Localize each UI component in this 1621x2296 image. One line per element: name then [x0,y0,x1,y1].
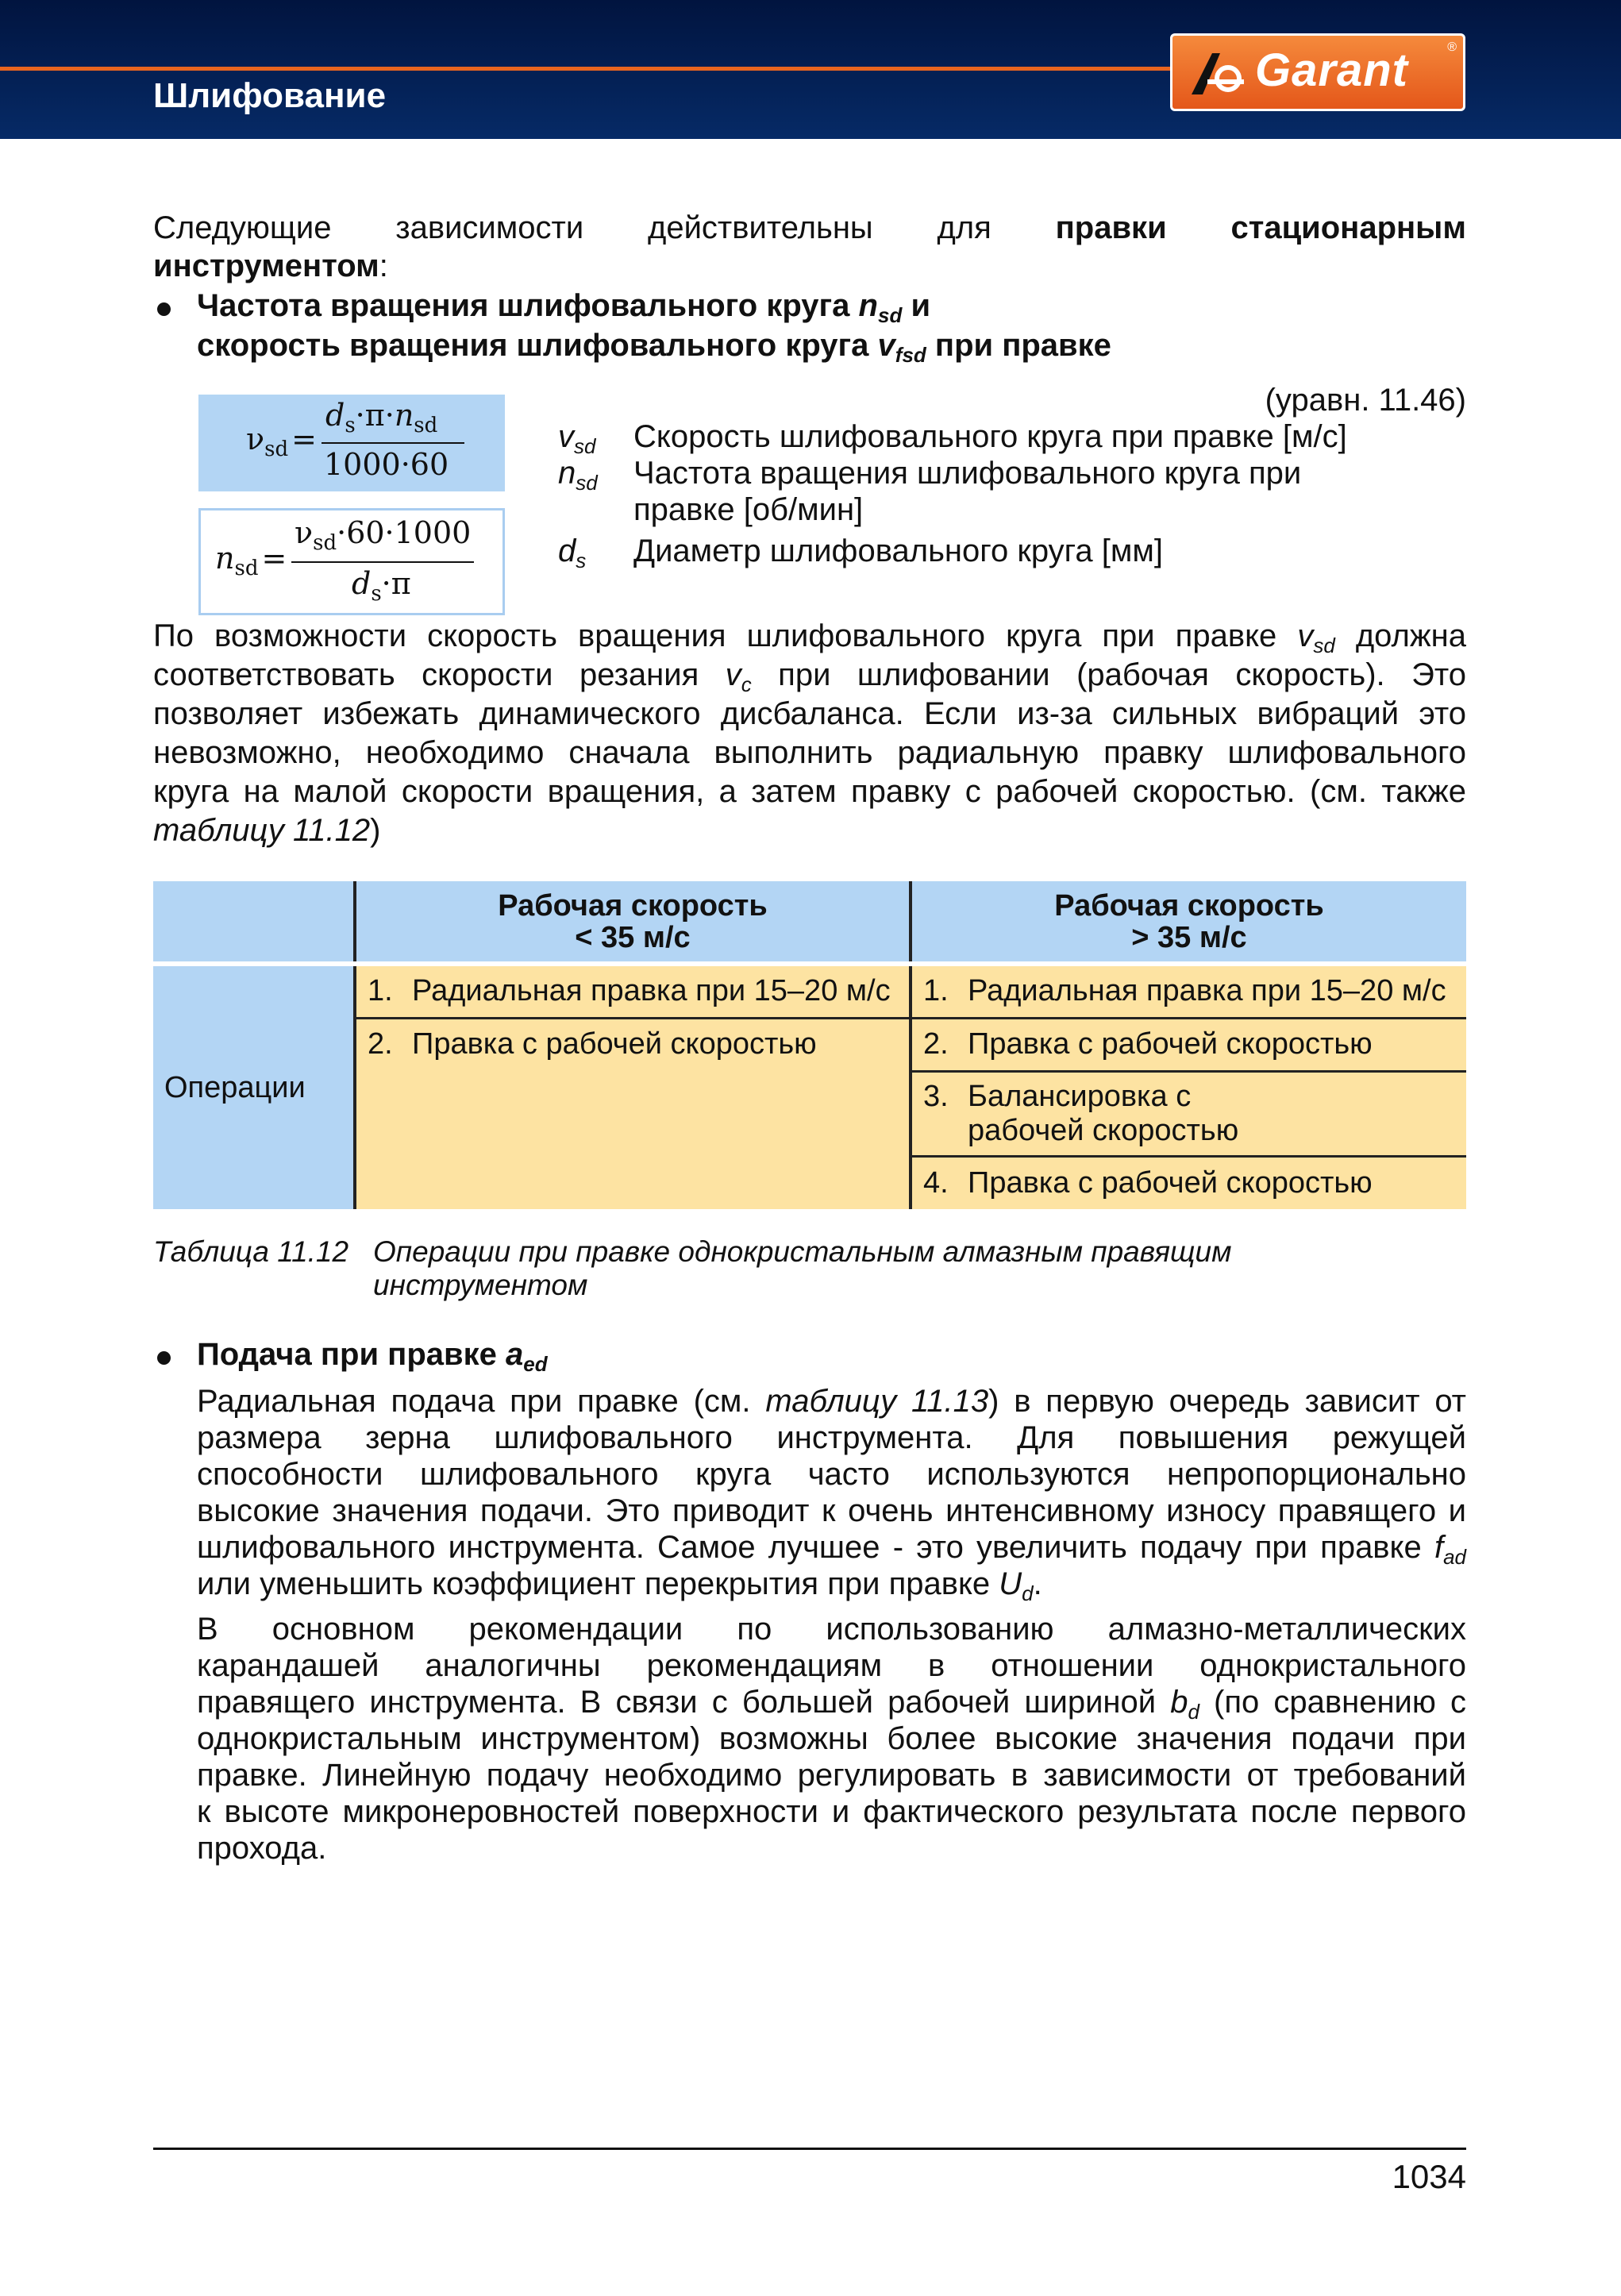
garant-logo-icon [1188,47,1249,99]
bullet1-line-2: скорость вращения шлифовального круга $v_{fsd}$ при правке [197,328,1111,367]
paragraph3-line: прохода. [197,1831,327,1866]
bullet1-line-1: Частота вращения шлифовального круга $n_{sd}$ и [197,288,931,327]
formula-numerator: $\nu_{sd}\cdot 60\cdot 1000$ [295,515,472,555]
formula-nsd [198,508,505,615]
intro-word: Следующие [153,210,332,245]
paragraph3-line: к высоте микронеровностей поверхности и фактического результата после первого [197,1794,1466,1829]
paragraph2-line: размера зерна шлифовального инструмента. Для повышения режущей [197,1420,1466,1455]
intro-word: действительны [648,210,873,245]
bullet-marker [157,1351,171,1365]
logo-text: Garant [1255,44,1408,96]
bullet2-title: Подача при правке $a_{ed}$ [197,1337,548,1376]
bullet-marker [157,302,171,316]
formula-denominator: 1000·60 [324,447,449,482]
operations-table [153,881,1466,1209]
table-header-cell: Рабочая скорость < 35 м/с [355,881,911,964]
formula-denominator: $d_s\cdot\pi$ [352,566,411,606]
table-cell: 1. Радиальная правка при 15–20 м/с [355,964,911,1018]
table-cell: 1. Радиальная правка при 15–20 м/с [911,964,1466,1018]
table-cell: 2. Правка с рабочей скоростью [911,1018,1466,1071]
page-header [0,0,1621,139]
table-corner-cell [153,881,355,964]
intro-line-1 [153,209,1466,248]
paragraph3-line: правящего инструмента. В связи с большей рабочей шириной $b_d$ (по сравнению с [197,1685,1467,1724]
table-row-label: Операции [153,964,355,1209]
formula-vsd [198,395,505,491]
intro-word: стационарным [1230,210,1466,245]
intro-word: правки [1055,210,1167,245]
table-cell: 2. Правка с рабочей скоростью [355,1018,911,1209]
intro-word: для [937,210,991,245]
header-accent-line [0,67,1172,71]
table-caption: Таблица 11.12 Операции при правке однокристальным алмазным правящим инструментом [153,1235,1232,1301]
paragraph3-line: карандашей аналогичны рекомендациям в отношении однокристального [197,1648,1466,1683]
paragraph1-line: По возможности скорость вращения шлифовального круга при правке $v_{sd}$ должна [153,618,1466,657]
page-number: 1034 [1392,2158,1466,2195]
paragraph1-line: круга на малой скорости вращения, а затем правку с рабочей скоростью. (см. также [153,774,1466,809]
table-cell: 4. Правка с рабочей скоростью [911,1156,1466,1209]
formula-numerator: $d_s\cdot\pi\cdot n_{sd}$ [325,398,438,437]
paragraph2-line: способности шлифовального круга часто используются непропорционально [197,1457,1466,1492]
table-row [153,964,1466,1018]
fraction-line [291,561,474,563]
fraction-line [322,442,464,444]
formula-lhs: $\nu_{sd}$ = [246,422,317,461]
formula-lhs: $n_{sd}$ = [215,541,287,580]
footer-divider [153,2148,1466,2150]
paragraph2-line: Радиальная подача при правке (см. таблицу 11.13) в первую очередь зависит от [197,1384,1467,1419]
paragraph2-line: или уменьшить коэффициент перекрытия при правке $U_d$. [197,1566,1042,1605]
table-header-cell: Рабочая скорость > 35 м/с [911,881,1466,964]
table-cell: 3. Балансировка с рабочей скоростью [911,1071,1466,1156]
paragraph3-line: В основном рекомендации по использованию алмазно-металлических [197,1612,1466,1647]
paragraph1-line: позволяет избежать динамического дисбаланса. Если из-за сильных вибраций это [153,696,1466,731]
table-header-row [153,881,1466,964]
garant-logo [1170,33,1465,111]
page-title: Шлифование [153,76,387,115]
logo-registered-mark: ® [1447,40,1457,54]
paragraph2-line: шлифовального инструмента. Самое лучшее - это увеличить подачу при правке $f_{ad}$ [197,1530,1466,1569]
paragraph1-line: таблицу 11.12) [153,813,381,848]
paragraph1-line: соответствовать скорости резания $v_c$ при шлифовании (рабочая скорость). Это [153,657,1466,696]
paragraph3-line: однокристальным инструментом) возможны более высокие значения подачи при [197,1721,1466,1756]
paragraph2-line: высокие значения подачи. Это приводит к очень интенсивному износу правящего и [197,1493,1466,1528]
intro-word: зависимости [395,210,584,245]
intro-line-2: инструментом: [153,248,388,283]
paragraph1-line: невозможно, необходимо сначала выполнить радиальную правку шлифовального [153,735,1466,770]
paragraph3-line: правке. Линейную подачу необходимо регулировать в зависимости от требований [197,1758,1466,1793]
equation-reference: (уравн. 11.46) [1265,383,1466,418]
